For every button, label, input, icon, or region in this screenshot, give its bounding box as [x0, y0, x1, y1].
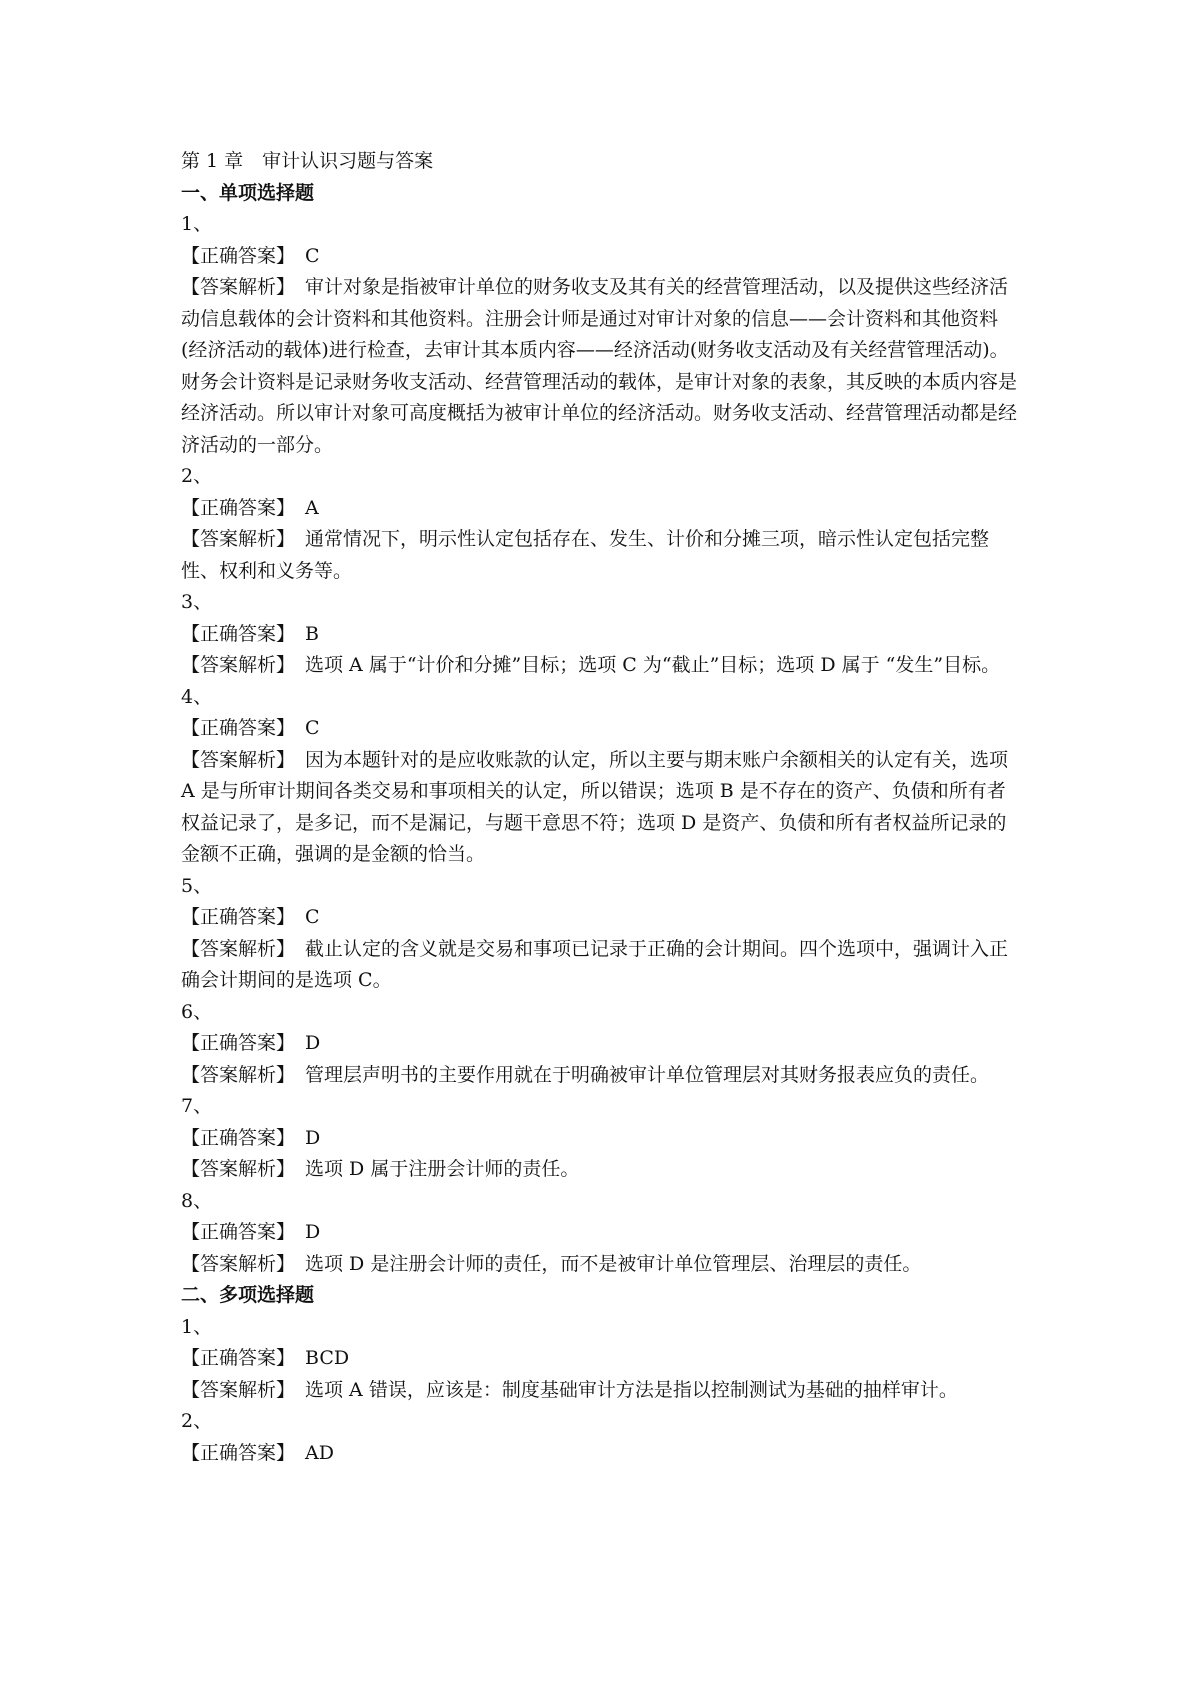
question-entry: [181, 1091, 1021, 1186]
question-number: 2、: [181, 1410, 213, 1432]
question-entry: [181, 1186, 1021, 1281]
explanation-label: 【答案解析】: [181, 528, 296, 550]
answer-line: [181, 1028, 1021, 1060]
answer-line: [181, 1123, 1021, 1155]
answer-value: D: [305, 1221, 321, 1243]
question-entry: [181, 587, 1021, 682]
answer-value: A: [305, 496, 319, 519]
answer-label: 【正确答案】: [181, 496, 296, 519]
question-entry: [181, 209, 1021, 461]
answer-line: [181, 241, 1021, 273]
answer-label: 【正确答案】: [181, 1441, 296, 1464]
explanation-text: 选项 A 错误，应该是：制度基础审计方法是指以控制测试为基础的抽样审计。: [305, 1378, 958, 1401]
answer-line: [181, 713, 1021, 745]
explanation-text: 截止认定的含义就是交易和事项已记录于正确的会计期间。四个选项中，强调计入正确会计期间的是选项 C。: [181, 937, 1009, 991]
question-number: 3、: [181, 591, 213, 613]
question-number: 1、: [181, 1315, 213, 1338]
explanation-text: 管理层声明书的主要作用就在于明确被审计单位管理层对其财务报表应负的责任。: [305, 1063, 990, 1086]
answer-label: 【正确答案】: [181, 1032, 296, 1054]
question-number: 4、: [181, 685, 213, 708]
question-entry: [181, 997, 1021, 1092]
answer-line: [181, 902, 1021, 934]
explanation-text: 审计对象是指被审计单位的财务收支及其有关的经营管理活动，以及提供这些经济活动信息载体的会计资料和其他资料。注册会计师是通过对审计对象的信息——会计资料和其他资料(经济活动的载体)进行检查，去审计其本质内容——经济活动(财务收支活动及有关经营管理活动)。财务会计资料是记录财务收支活动、经营管理活动的载体，是审计对象的表象，其反映的本质内容是经济活动。所以审计对象可高度概括为被审计单位的经济活动。财务收支活动、经营管理活动都是经济活动的一部分。: [181, 276, 1018, 456]
answer-line: [181, 1438, 1021, 1470]
explanation-label: 【答案解析】: [181, 1378, 296, 1401]
answer-label: 【正确答案】: [181, 1347, 296, 1369]
question-entry: [181, 461, 1021, 587]
question-number: 1、: [181, 213, 213, 235]
explanation-label: 【答案解析】: [181, 654, 296, 676]
explanation-label: 【答案解析】: [181, 276, 296, 298]
explanation-text: 选项 D 是注册会计师的责任，而不是被审计单位管理层、治理层的责任。: [305, 1252, 922, 1275]
document-title: 第 1 章 审计认识习题与答案: [181, 150, 434, 172]
answer-value: D: [305, 1032, 321, 1054]
explanation-label: 【答案解析】: [181, 1063, 296, 1086]
answer-value: C: [305, 717, 320, 739]
answer-line: [181, 1343, 1021, 1375]
answer-value: BCD: [305, 1347, 350, 1369]
answer-value: AD: [305, 1441, 334, 1464]
explanation-line: [181, 1375, 1021, 1407]
question-entry: [181, 1406, 1021, 1469]
explanation-label: 【答案解析】: [181, 1158, 296, 1180]
answer-label: 【正确答案】: [181, 1221, 296, 1243]
question-number: 7、: [181, 1095, 213, 1117]
explanation-label: 【答案解析】: [181, 748, 296, 771]
answer-line: [181, 493, 1021, 525]
answer-value: C: [305, 244, 320, 267]
explanation-label: 【答案解析】: [181, 1252, 296, 1275]
answer-value: C: [305, 906, 320, 928]
answer-label: 【正确答案】: [181, 717, 296, 739]
answer-label: 【正确答案】: [181, 244, 296, 267]
explanation-line: [181, 1249, 1021, 1281]
document-page: [181, 146, 1021, 1469]
question-entry: [181, 1312, 1021, 1407]
question-entry: [181, 871, 1021, 997]
explanation-text: 选项 D 属于注册会计师的责任。: [305, 1158, 580, 1180]
explanation-line: [181, 1060, 1021, 1092]
explanation-label: 【答案解析】: [181, 937, 296, 960]
question-number: 6、: [181, 1000, 213, 1023]
question-number: 5、: [181, 874, 213, 897]
question-number: 2、: [181, 465, 213, 487]
answer-line: [181, 1217, 1021, 1249]
answer-label: 【正确答案】: [181, 1126, 296, 1149]
explanation-text: 选项 A 属于“计价和分摊”目标；选项 C 为“截止”目标；选项 D 属于 “发生”目标。: [305, 654, 1001, 676]
question-number: 8、: [181, 1189, 213, 1212]
explanation-line: [181, 524, 1021, 587]
explanation-text: 因为本题针对的是应收账款的认定，所以主要与期末账户余额相关的认定有关，选项 A 是与所审计期间各类交易和事项相关的认定，所以错误；选项 B 是不存在的资产、负债和所有者权益记录了，是多记，而不是漏记，与题干意思不符；选项 D 是资产、负债和所有者权益所记录的金额不正确，强调的是金额的恰当。: [181, 748, 1015, 865]
answer-value: D: [305, 1126, 321, 1149]
question-entry: [181, 682, 1021, 871]
explanation-line: [181, 934, 1021, 997]
explanation-line: [181, 1154, 1021, 1186]
section-heading: 一、单项选择题: [181, 181, 315, 204]
section-heading: 二、多项选择题: [181, 1284, 315, 1306]
explanation-text: 通常情况下，明示性认定包括存在、发生、计价和分摊三项，暗示性认定包括完整性、权利和义务等。: [181, 528, 990, 582]
answer-value: B: [305, 622, 319, 645]
answer-label: 【正确答案】: [181, 906, 296, 928]
explanation-line: [181, 650, 1021, 682]
explanation-line: [181, 745, 1021, 871]
explanation-line: [181, 272, 1021, 461]
answer-line: [181, 619, 1021, 651]
answer-label: 【正确答案】: [181, 622, 296, 645]
